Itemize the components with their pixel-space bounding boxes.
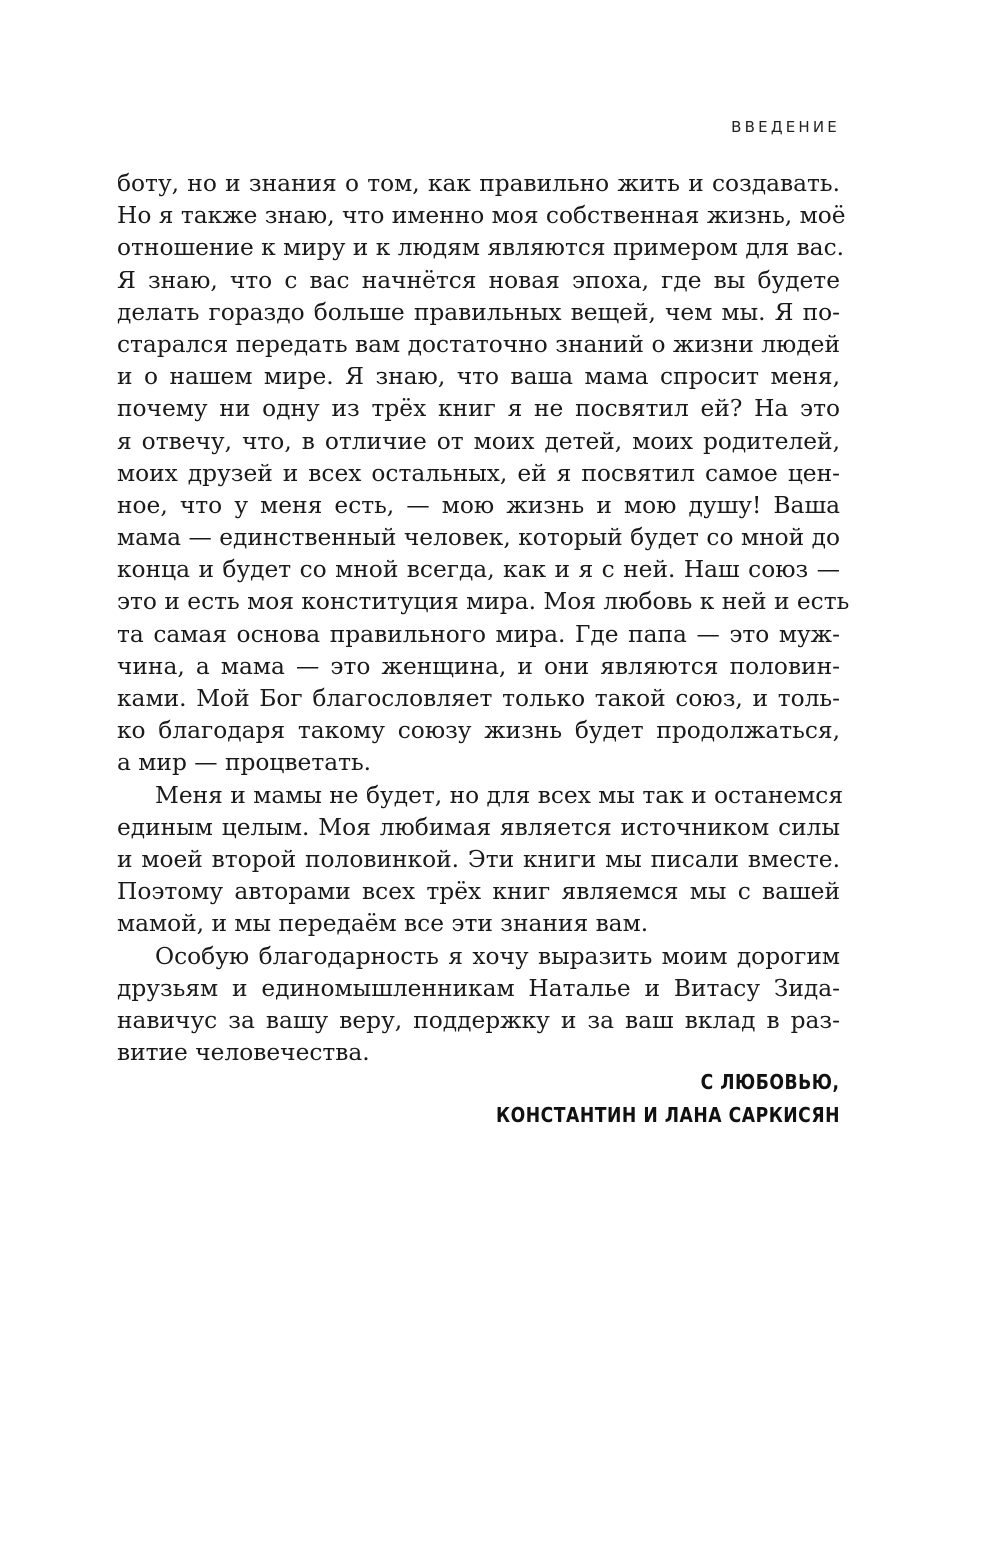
text-line: почему ни одну из трёх книг я не посвятил ей? На это <box>117 395 840 423</box>
text-line: та самая основа правильного мира. Где папа — это муж- <box>117 620 840 648</box>
text-line: витие человечества. <box>117 1039 370 1067</box>
signature-closing: С ЛЮБОВЬЮ, <box>701 1070 840 1094</box>
text-line: делать гораздо больше правильных вещей, чем мы. Я по- <box>117 298 840 326</box>
text-line: моих друзей и всех остальных, ей я посвятил самое цен- <box>117 459 840 487</box>
text-line: конца и будет со мной всегда, как и я с ней. Наш союз — <box>117 556 840 584</box>
signature-authors: КОНСТАНТИН И ЛАНА САРКИСЯН <box>496 1103 840 1127</box>
text-line: ко благодаря такому союзу жизнь будет продолжаться, <box>117 717 840 745</box>
text-line: Поэтому авторами всех трёх книг являемся мы с вашей <box>117 878 840 906</box>
text-line: Но я также знаю, что именно моя собственная жизнь, моё <box>117 202 846 230</box>
text-line: Я знаю, что с вас начнётся новая эпоха, где вы будете <box>117 266 840 294</box>
paragraph <box>117 941 840 1070</box>
paragraph <box>117 168 850 780</box>
text-line: боту, но и знания о том, как правильно жить и создавать. <box>117 170 840 197</box>
text-line: старался передать вам достаточно знаний о жизни людей <box>117 330 840 358</box>
text-line: чина, а мама — это женщина, и они являются половин- <box>117 652 840 680</box>
text-line: отношение к миру и к людям являются примером для вас. <box>117 234 845 262</box>
text-line: мама — единственный человек, который будет со мной до <box>117 524 840 552</box>
text-line: я отвечу, что, в отличие от моих детей, моих родителей, <box>117 427 840 455</box>
text-line: ками. Мой Бог благословляет только такой союз, и толь- <box>117 685 840 712</box>
paragraph <box>117 780 844 941</box>
text-line: это и есть моя конституция мира. Моя любовь к ней и есть <box>117 588 850 616</box>
body-text <box>117 168 850 1069</box>
text-line: друзьям и единомышленникам Наталье и Витасу Зида- <box>117 974 840 1002</box>
text-line: мамой, и мы передаём все эти знания вам. <box>117 910 649 938</box>
text-line: единым целым. Моя любимая является источником силы <box>117 813 840 841</box>
text-line: Особую благодарность я хочу выразить моим дорогим <box>155 942 840 970</box>
text-line: и моей второй половинкой. Эти книги мы писали вместе. <box>117 845 840 873</box>
text-line: ное, что у меня есть, — мою жизнь и мою душу! Ваша <box>117 491 840 519</box>
text-line: а мир — процветать. <box>117 749 372 777</box>
running-head: ВВЕДЕНИЕ <box>731 118 840 136</box>
text-line: Меня и мамы не будет, но для всех мы так и останемся <box>155 781 844 809</box>
text-line: и о нашем мире. Я знаю, что ваша мама спросит меня, <box>117 363 840 391</box>
text-line: навичус за вашу веру, поддержку и за ваш вклад в раз- <box>117 1006 840 1034</box>
